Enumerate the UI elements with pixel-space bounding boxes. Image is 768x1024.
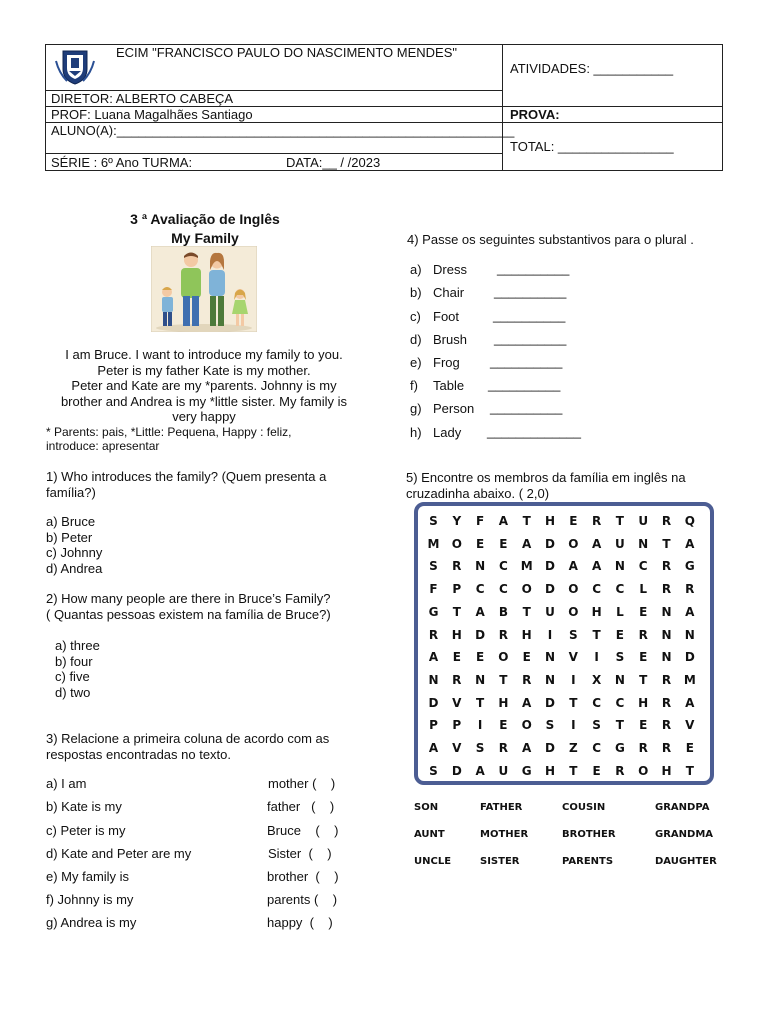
grid-letter[interactable]: E [639, 604, 648, 619]
reading-passage [46, 347, 362, 425]
total-field[interactable]: TOTAL: ________________ [510, 139, 674, 154]
atividades-field[interactable]: ATIVIDADES: ___________ [510, 61, 674, 76]
grid-letter[interactable]: T [615, 514, 624, 528]
note-line: introduce: apresentar [46, 439, 160, 453]
word-list-item: COUSIN [562, 802, 606, 813]
grid-letter[interactable]: A [428, 741, 439, 755]
grid-letter[interactable]: S [429, 559, 438, 574]
word-search-cells [418, 506, 710, 781]
grid-letter[interactable]: C [592, 695, 601, 710]
grid-letter[interactable]: S [475, 741, 485, 755]
grid-letter[interactable]: C [638, 559, 648, 574]
reading-line: Peter is my father Kate is my mother. [97, 362, 311, 378]
plural-answer-blank[interactable]: __________ [497, 261, 570, 276]
grid-letter[interactable]: D [545, 536, 555, 551]
grid-letter[interactable]: L [639, 582, 648, 597]
word-list-item: SISTER [480, 856, 520, 867]
plural-answer-blank[interactable]: __________ [490, 400, 563, 415]
grid-letter[interactable]: H [451, 627, 462, 642]
grid-letter[interactable]: P [452, 718, 462, 733]
grid-letter[interactable]: A [685, 695, 695, 710]
grid-letter[interactable]: D [684, 650, 695, 665]
grid-letter[interactable]: A [685, 604, 695, 619]
grid-letter[interactable]: D [545, 695, 555, 710]
family-illustration [151, 246, 257, 332]
q1-option[interactable]: c) Johnny [46, 545, 103, 560]
question-text: família?) [46, 484, 96, 500]
grid-letter[interactable]: R [638, 627, 648, 642]
grid-letter[interactable]: C [498, 559, 508, 574]
grid-letter[interactable]: P [452, 582, 462, 597]
grid-letter[interactable]: O [498, 650, 509, 665]
grid-letter[interactable]: E [592, 763, 601, 778]
plural-word: Lady [433, 425, 462, 440]
grid-letter[interactable]: A [685, 536, 695, 551]
grid-letter[interactable]: A [498, 514, 509, 528]
match-left-item: e) My family is [46, 869, 130, 884]
grid-letter[interactable]: C [592, 582, 601, 597]
grid-letter[interactable]: O [568, 536, 579, 551]
grid-letter[interactable]: S [545, 718, 555, 733]
grid-letter[interactable]: D [545, 741, 555, 755]
match-right-item[interactable]: mother ( ) [268, 776, 336, 791]
grid-letter[interactable]: N [475, 559, 486, 574]
plural-answer-blank[interactable]: __________ [494, 331, 567, 346]
grid-letter[interactable]: S [429, 763, 438, 778]
question-1 [46, 469, 362, 500]
question-3 [46, 731, 376, 762]
q1-option[interactable]: a) Bruce [46, 514, 96, 529]
plural-answer-blank[interactable]: __________ [488, 377, 561, 392]
grid-letter[interactable]: C [615, 695, 625, 710]
grid-letter[interactable]: T [452, 604, 461, 619]
grid-letter[interactable]: E [452, 650, 461, 665]
grid-letter[interactable]: L [616, 604, 624, 619]
grid-letter[interactable]: R [428, 627, 439, 642]
grid-letter[interactable]: N [661, 627, 672, 642]
q1-option[interactable]: d) Andrea [46, 560, 103, 576]
reading-line: Peter and Kate are my *parents. Johnny is my [71, 378, 337, 393]
question-text: 2) How many people are there in Bruce’s Family? [46, 591, 331, 606]
grid-letter[interactable]: V [452, 741, 462, 755]
grid-letter[interactable]: Z [568, 741, 578, 755]
grid-letter[interactable]: R [615, 763, 625, 778]
grid-letter[interactable]: A [475, 604, 485, 619]
grid-letter[interactable]: N [661, 604, 672, 619]
grid-letter[interactable]: M [520, 559, 533, 574]
grid-letter[interactable]: R [685, 582, 695, 597]
grid-letter[interactable]: T [685, 763, 694, 778]
grid-letter[interactable]: C [475, 582, 485, 597]
grid-letter[interactable]: F [429, 582, 438, 597]
plural-word: Frog [433, 355, 460, 370]
grid-letter[interactable]: I [571, 672, 576, 687]
grid-letter[interactable]: N [614, 559, 625, 574]
grid-letter[interactable]: E [639, 650, 648, 665]
plural-word: Dress [433, 262, 467, 277]
grid-letter[interactable]: E [499, 718, 508, 733]
grid-letter[interactable]: C [615, 582, 625, 597]
exam-subtitle: My Family [171, 230, 239, 246]
grid-letter[interactable]: T [522, 514, 531, 528]
grid-letter[interactable]: U [498, 763, 509, 778]
grid-letter[interactable]: G [521, 763, 532, 778]
grid-letter[interactable]: N [614, 672, 625, 687]
word-list-item: BROTHER [562, 829, 616, 840]
plural-letter: a) [410, 262, 422, 277]
question-text: respostas encontradas no texto. [46, 746, 232, 762]
word-list-item: UNCLE [414, 856, 452, 867]
grid-letter[interactable]: E [475, 650, 485, 665]
grid-letter[interactable]: R [498, 627, 509, 642]
plural-letter: d) [410, 332, 422, 347]
question-4: 4) Passe os seguintes substantivos para o plural . [407, 232, 694, 247]
grid-letter[interactable]: H [544, 514, 556, 528]
vocabulary-note [46, 425, 362, 453]
grid-letter[interactable]: R [661, 695, 672, 710]
school-crest-logo [53, 47, 97, 87]
grid-letter[interactable]: B [498, 604, 508, 619]
grid-letter[interactable]: M [427, 536, 440, 551]
grid-letter[interactable]: U [545, 604, 555, 619]
grid-letter[interactable]: V [452, 695, 462, 710]
grid-letter[interactable]: T [569, 695, 578, 710]
grid-letter[interactable]: N [544, 650, 556, 665]
grid-letter[interactable]: T [592, 627, 601, 642]
grid-letter[interactable]: H [591, 604, 602, 619]
grid-letter[interactable]: N [661, 650, 672, 665]
word-list-item: GRANDMA [655, 829, 714, 840]
grid-letter[interactable]: R [591, 514, 602, 528]
grid-letter[interactable]: P [429, 718, 438, 733]
plural-answer-blank[interactable]: __________ [493, 308, 566, 323]
reading-line: very happy [172, 409, 236, 424]
plural-letter: g) [410, 401, 422, 416]
grid-letter[interactable]: R [661, 514, 672, 528]
teacher-line: PROF: Luana Magalhães Santiago [51, 107, 253, 122]
q2-options [55, 638, 100, 700]
grid-letter[interactable]: E [615, 627, 624, 642]
date-field[interactable]: DATA:__ / /2023 [286, 155, 381, 170]
grid-letter[interactable]: A [522, 695, 532, 710]
grid-letter[interactable]: S [568, 627, 578, 642]
grid-letter[interactable]: G [614, 741, 625, 755]
grid-letter[interactable]: A [428, 650, 439, 665]
grid-letter[interactable]: O [521, 718, 532, 733]
grid-letter[interactable]: O [568, 582, 579, 597]
match-right-item[interactable]: happy ( ) [267, 915, 333, 930]
question-text: 3) Relacione a primeira coluna de acordo com as [46, 731, 330, 746]
grid-letter[interactable]: R [661, 718, 672, 733]
header-table [45, 44, 723, 171]
director-line: DIRETOR: ALBERTO CABEÇA [51, 91, 234, 106]
grid-letter[interactable]: R [661, 741, 672, 755]
school-name: ECIM "FRANCISCO PAULO DO NASCIMENTO MENDES" [116, 45, 458, 60]
match-left-item: c) Peter is my [46, 823, 126, 838]
grid-letter[interactable]: A [522, 536, 532, 551]
prova-label: PROVA: [510, 107, 560, 122]
grid-letter[interactable]: T [522, 604, 531, 619]
grid-letter[interactable]: N [428, 672, 439, 687]
grid-letter[interactable]: R [498, 741, 509, 755]
match-left-item: g) Andrea is my [46, 915, 137, 930]
q2-option[interactable]: a) three [55, 638, 100, 653]
question-text: ( Quantas pessoas existem na família de Bruce?) [46, 606, 331, 622]
match-right-item[interactable]: Sister ( ) [268, 846, 332, 861]
grid-letter[interactable]: I [594, 650, 599, 665]
grid-letter[interactable]: G [428, 604, 439, 619]
word-list-item: GRANDPA [655, 802, 710, 813]
plural-letter: f) [410, 378, 418, 393]
q2-option[interactable]: c) five [55, 669, 90, 684]
question-2 [46, 591, 376, 622]
grid-letter[interactable]: O [451, 536, 462, 551]
plural-letter: b) [410, 285, 422, 300]
grid-letter[interactable]: T [615, 718, 624, 733]
word-list-item: PARENTS [562, 856, 614, 867]
note-line: * Parents: pais, *Little: Pequena, Happy : feliz, [46, 425, 292, 439]
grid-letter[interactable]: M [683, 672, 696, 687]
match-right-item[interactable]: parents ( ) [267, 892, 338, 907]
q2-option[interactable]: b) four [55, 653, 93, 669]
plural-word: Chair [433, 285, 465, 300]
q1-options [46, 514, 102, 576]
grid-letter[interactable]: R [661, 559, 672, 574]
match-right-item[interactable]: Bruce ( ) [267, 823, 339, 838]
grid-letter[interactable]: R [661, 672, 672, 687]
plural-answer-blank[interactable]: _____________ [487, 424, 581, 439]
exam-title: 3 ª Avaliação de Inglês [130, 211, 280, 227]
grid-letter[interactable]: N [638, 536, 649, 551]
grid-letter[interactable]: A [475, 763, 485, 778]
grid-letter[interactable]: R [638, 741, 648, 755]
grid-letter[interactable]: T [662, 536, 671, 551]
question-text: 1) Who introduces the family? (Quem presenta a [46, 469, 327, 484]
word-list-item: FATHER [480, 802, 523, 813]
word-list-item: DAUGHTER [655, 856, 717, 867]
grid-letter[interactable]: E [522, 650, 531, 665]
grid-letter[interactable]: R [661, 582, 672, 597]
plural-word: Table [433, 378, 465, 393]
plural-letter: e) [410, 355, 422, 370]
grid-letter[interactable]: C [592, 741, 601, 755]
grid-letter[interactable]: D [475, 627, 486, 642]
grid-letter[interactable]: S [615, 650, 625, 665]
grid-letter[interactable]: I [477, 718, 483, 733]
match-left-item: b) Kate is my [46, 799, 122, 814]
question-5 [406, 470, 736, 501]
grid-letter[interactable]: A [568, 559, 578, 574]
grid-letter[interactable]: A [522, 741, 532, 755]
grid-letter[interactable]: Q [684, 514, 695, 528]
match-right-item[interactable]: father ( ) [267, 799, 335, 814]
grid-letter[interactable]: I [571, 718, 576, 733]
question-text: 5) Encontre os membros da família em inglês na [406, 470, 686, 485]
grid-letter[interactable]: E [499, 536, 508, 551]
grid-letter[interactable]: E [475, 536, 485, 551]
word-list-item: SON [414, 802, 439, 813]
grid-letter[interactable]: N [544, 672, 556, 687]
grid-letter[interactable]: O [568, 604, 579, 619]
grid-letter[interactable]: G [684, 559, 695, 574]
grid-letter[interactable]: E [685, 741, 694, 755]
match-left-item: f) Johnny is my [46, 892, 134, 907]
grid-letter[interactable]: H [544, 763, 556, 778]
grid-letter[interactable]: X [591, 672, 602, 687]
grid-letter[interactable]: R [522, 672, 532, 687]
grid-letter[interactable]: V [568, 650, 578, 665]
grid-letter[interactable]: N [475, 672, 486, 687]
grid-letter[interactable]: C [498, 582, 508, 597]
serie-line: SÉRIE : 6º Ano TURMA: [51, 155, 193, 170]
grid-letter[interactable]: R [452, 559, 462, 574]
grid-letter[interactable]: T [569, 763, 578, 778]
grid-letter[interactable]: O [638, 763, 649, 778]
plural-word: Person [433, 401, 475, 416]
match-right-item[interactable]: brother ( ) [267, 869, 339, 884]
grid-letter[interactable]: D [545, 582, 555, 597]
grid-letter[interactable]: S [592, 718, 601, 733]
grid-letter[interactable]: A [591, 559, 602, 574]
student-name-field[interactable]: ALUNO(A):_______________________________________________________ [51, 123, 515, 138]
word-search-grid [414, 502, 714, 785]
grid-letter[interactable]: Y [452, 514, 462, 528]
word-list-item: MOTHER [480, 829, 529, 840]
grid-letter[interactable]: H [638, 695, 649, 710]
grid-letter[interactable]: T [476, 695, 485, 710]
plural-answer-blank[interactable]: __________ [494, 284, 567, 299]
reading-line: brother and Andrea is my *little sister. My family is [60, 393, 348, 409]
grid-letter[interactable]: H [521, 627, 532, 642]
match-left-item: a) I am [46, 776, 87, 791]
grid-letter[interactable]: R [452, 672, 462, 687]
grid-letter[interactable]: S [429, 514, 438, 528]
word-list-item: AUNT [414, 829, 445, 840]
grid-letter[interactable]: U [615, 536, 625, 551]
q2-option[interactable]: d) two [55, 684, 91, 700]
plural-answer-blank[interactable]: __________ [490, 354, 563, 369]
grid-letter[interactable]: N [684, 627, 695, 642]
grid-letter[interactable]: U [638, 514, 649, 528]
plural-letter: c) [410, 309, 421, 324]
grid-letter[interactable]: V [685, 718, 695, 733]
grid-letter[interactable]: I [547, 627, 553, 642]
reading-line: I am Bruce. I want to introduce my family to you. [65, 347, 343, 362]
grid-letter[interactable]: E [639, 718, 648, 733]
grid-letter[interactable]: T [639, 672, 648, 687]
plural-word: Brush [433, 332, 467, 347]
grid-letter[interactable]: A [591, 536, 602, 551]
q1-option[interactable]: b) Peter [46, 529, 93, 545]
grid-letter[interactable]: H [661, 763, 672, 778]
plural-word: Foot [433, 309, 460, 324]
grid-letter[interactable]: O [521, 582, 532, 597]
grid-letter[interactable]: F [475, 514, 485, 528]
question-text: cruzadinha abaixo. ( 2,0) [406, 485, 550, 501]
grid-letter[interactable]: T [499, 672, 508, 687]
grid-letter[interactable]: E [569, 514, 578, 528]
grid-letter[interactable]: D [451, 763, 462, 778]
grid-letter[interactable]: D [428, 695, 439, 710]
grid-letter[interactable]: D [545, 559, 555, 574]
grid-letter[interactable]: H [498, 695, 509, 710]
plural-letter: h) [410, 425, 422, 440]
match-left-item: d) Kate and Peter are my [46, 846, 192, 861]
